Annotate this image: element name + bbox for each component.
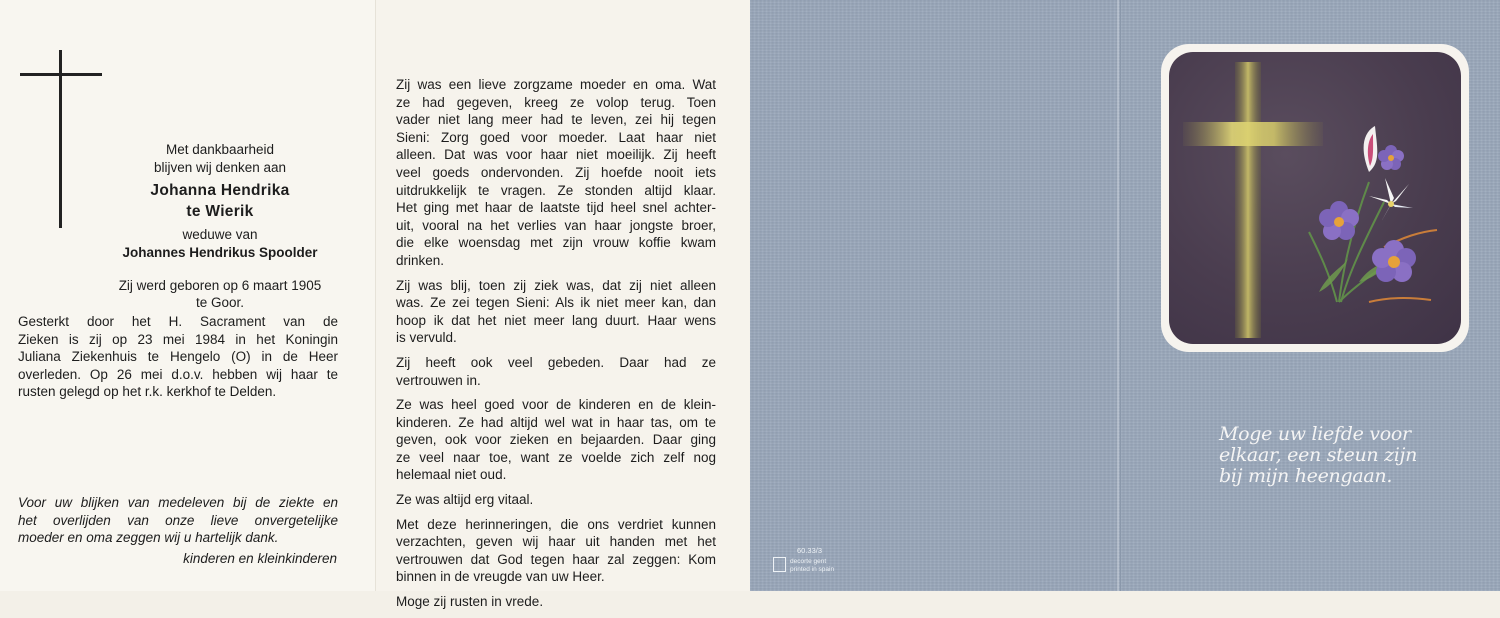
left-panel — [0, 0, 375, 591]
memorial-line: ze veel naar toe, want ze voelde zich zelf nog — [396, 449, 716, 465]
memorial-line: Het ging met haar de laatste tijd heel snel achter- — [396, 200, 716, 216]
illustration-frame — [1161, 44, 1469, 352]
front-cover — [1120, 0, 1500, 591]
memorial-line: geven, ook voor zieken en bejaarden. Daar ging — [396, 432, 716, 448]
memorial-line: Zij was blij, toen zij ziek was, dat zij niet alleen — [396, 277, 716, 293]
memorial-line: drinken. — [396, 252, 445, 268]
memorial-line: is vervuld. — [396, 330, 457, 346]
middle-panel — [375, 0, 750, 610]
memorial-line: Ze was altijd erg vitaal. — [396, 492, 534, 508]
memorial-line: binnen in de vreugde van uw Heer. — [396, 569, 605, 585]
verse-line: bij mijn heengaan. — [1219, 465, 1393, 487]
thanks-line: Voor uw blijken van medeleven bij de ziekte en — [18, 495, 338, 510]
memorial-line: Met deze herinneringen, die ons verdriet kunnen — [396, 516, 716, 532]
memorial-line: vader niet lang meer had te leven, zei hij tegen — [396, 112, 716, 128]
intro-line-2: blijven wij denken aan — [153, 160, 287, 175]
memorial-paragraph — [396, 277, 716, 347]
product-code: 60.33/3 — [797, 546, 823, 555]
deceased-name-first: Johanna Hendrika — [150, 182, 290, 199]
deceased-name-last: te Wierik — [186, 203, 254, 220]
death-notice-line: overleden. Op 26 mei d.o.v. hebben wij haar te — [18, 366, 338, 382]
memorial-line: Zij heeft ook veel gebeden. Daar had ze — [396, 354, 716, 370]
fold-line — [1117, 0, 1119, 591]
memorial-line: vertrouwen in. — [396, 372, 481, 388]
cross-flowers-icon — [1169, 52, 1461, 344]
death-notice-line: rusten gelegd op het r.k. kerkhof te Delden. — [18, 384, 277, 400]
cross-icon-bar — [20, 73, 102, 76]
memorial-text — [396, 76, 716, 618]
verse-line: elkaar, een steun zijn — [1219, 444, 1418, 466]
memorial-paragraph — [396, 76, 716, 270]
thanks-text — [18, 494, 338, 547]
death-notice-line: Gesterkt door het H. Sacrament van de — [18, 314, 338, 329]
memorial-line: kinderen. Ze had altijd wel wat in haar tas, om te — [396, 414, 716, 430]
memorial-line: vertrouwen dat God tegen haar zal zeggen: Kom — [396, 551, 716, 567]
memorial-line: Zij was een lieve zorgzame moeder en oma. Wat — [396, 77, 716, 92]
memorial-paragraph — [396, 593, 716, 611]
widow-of-label: weduwe van — [182, 227, 258, 242]
memorial-paragraph — [396, 354, 716, 389]
back-cover — [750, 0, 1120, 591]
publisher-logo-icon — [773, 557, 786, 572]
born-line-1: Zij werd geboren op 6 maart 1905 — [118, 278, 322, 293]
thanks-line: het overlijden van onze lieve onvergetelijke — [18, 512, 338, 528]
cross-and-flowers-illustration — [1169, 52, 1461, 344]
death-notice — [18, 313, 338, 401]
memorial-line: die elke woensdag met zijn vrouw koffie kwam — [396, 235, 716, 251]
death-notice-line: Zieken is zij op 23 mei 1984 in het Koningin — [18, 331, 338, 347]
memorial-paragraph — [396, 396, 716, 484]
signature: kinderen en kleinkinderen — [183, 551, 337, 566]
memorial-paragraph — [396, 516, 716, 586]
memorial-line: Ze was heel goed voor de kinderen en de klein- — [396, 397, 716, 413]
memorial-line: verzachten, geven wij haar uit handen met het — [396, 534, 716, 550]
memorial-line: Sieni: Zorg goed voor moeder. Laat haar niet — [396, 129, 716, 145]
memorial-line: Moge zij rusten in vrede. — [396, 594, 544, 610]
memorial-line: uitdrukkelijk te vragen. Ze stonden altijd klaar. — [396, 182, 716, 198]
born-line-2: te Goor. — [195, 295, 245, 310]
imprint — [790, 558, 834, 574]
memorial-line: ze had gegeven, kreeg ze volop terug. Toen — [396, 94, 716, 110]
memorial-line: was. Ze zei tegen Sieni: Als ik niet meer kan, dan — [396, 295, 716, 311]
husband-name: Johannes Hendrikus Spoolder — [122, 245, 318, 260]
verse-line: Moge uw liefde voor — [1219, 423, 1411, 445]
death-notice-line: Juliana Ziekenhuis te Hengelo (O) in de Heer — [18, 349, 338, 365]
memorial-line: veel goeds ondervonden. Zij hoefde nooit iets — [396, 164, 716, 180]
imprint-line: printed in spain — [790, 566, 835, 573]
thanks-line: moeder en oma zeggen wij u hartelijk dank. — [18, 530, 279, 546]
imprint-line: decorte gent — [790, 558, 827, 565]
memorial-paragraph — [396, 491, 716, 509]
memorial-line: hoop ik dat het niet meer lang duurt. Haar wens — [396, 312, 716, 328]
memorial-line: uit, vooral na het verlies van haar jongste broer, — [396, 217, 716, 233]
memorial-line: alleen. Dat was voor haar niet moeilijk. Zij heeft — [396, 147, 716, 163]
verse — [1219, 424, 1469, 487]
intro-line-1: Met dankbaarheid — [165, 142, 275, 157]
cross-icon — [59, 50, 62, 228]
memorial-line: helemaal niet oud. — [396, 467, 507, 483]
